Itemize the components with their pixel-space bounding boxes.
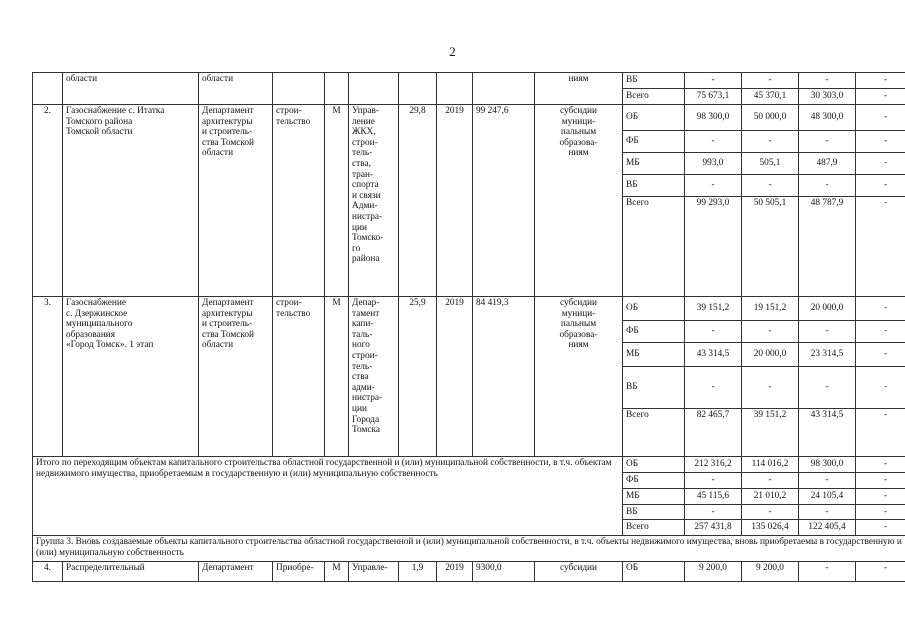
cell-cost: 99 247,6 xyxy=(473,105,535,297)
cell-value: - xyxy=(856,175,905,197)
cell-value: 114 016,2 xyxy=(742,457,799,473)
cell-value: - xyxy=(742,367,799,409)
cell-value: - xyxy=(799,321,856,343)
cell-source: МБ xyxy=(623,153,685,175)
cell-num xyxy=(33,73,63,105)
cell-value: - xyxy=(856,343,905,367)
cell-source: Всего xyxy=(623,520,685,536)
cell-value: 98 300,0 xyxy=(685,105,742,131)
table-row xyxy=(33,457,905,473)
cell-value: - xyxy=(856,473,905,489)
cell-value: 39 151,2 xyxy=(685,297,742,321)
cell-source: Всего xyxy=(623,409,685,457)
cell-name: Распределительный xyxy=(63,562,199,582)
cell-value: - xyxy=(742,131,799,153)
cell-value: - xyxy=(856,105,905,131)
cell-year: 2019 xyxy=(437,297,473,457)
cell-value: - xyxy=(799,131,856,153)
cell-value: - xyxy=(799,473,856,489)
table-row xyxy=(33,562,905,582)
cell-cost xyxy=(473,73,535,105)
cell-cost: 84 419,3 xyxy=(473,297,535,457)
cell-name: области xyxy=(63,73,199,105)
cell-value: - xyxy=(742,175,799,197)
cell-capacity: 1,9 xyxy=(399,562,437,582)
cell-value: 45 115,6 xyxy=(685,489,742,505)
table-row xyxy=(33,73,905,89)
cell-source: МБ xyxy=(623,343,685,367)
cell-m: М xyxy=(325,297,349,457)
cell-form: субсидии муници- пальным образова- ниям xyxy=(535,105,623,297)
cell-capacity xyxy=(399,73,437,105)
cell-value: 993,0 xyxy=(685,153,742,175)
cell-source: ОБ xyxy=(623,562,685,582)
cell-value: - xyxy=(856,321,905,343)
cell-year: 2019 xyxy=(437,105,473,297)
cell-executor: Управ- ление ЖКХ, строи- тель- ства, тран- спорта и связи Адми- нистра- ции Томско- го района xyxy=(349,105,399,297)
cell-value: 39 151,2 xyxy=(742,409,799,457)
cell-value: - xyxy=(685,321,742,343)
cell-value: - xyxy=(742,73,799,89)
cell-value: 9 200,0 xyxy=(685,562,742,582)
cell-kind: Приобре- xyxy=(273,562,325,582)
cell-value: 43 314,5 xyxy=(799,409,856,457)
table-row xyxy=(33,105,905,131)
cell-value: - xyxy=(799,367,856,409)
cell-capacity: 29,8 xyxy=(399,105,437,297)
cell-value: 257 431,8 xyxy=(685,520,742,536)
cell-num: 3. xyxy=(33,297,63,457)
page-number: 2 xyxy=(449,44,456,59)
cell-value: 75 673,1 xyxy=(685,89,742,105)
cell-value: 505,1 xyxy=(742,153,799,175)
cell-value: - xyxy=(799,175,856,197)
cell-value: 24 105,4 xyxy=(799,489,856,505)
cell-value: - xyxy=(685,73,742,89)
table-row xyxy=(33,536,905,562)
cell-value: - xyxy=(742,473,799,489)
cell-value: - xyxy=(856,489,905,505)
cell-value: - xyxy=(856,131,905,153)
cell-value: - xyxy=(799,505,856,520)
cell-source: Всего xyxy=(623,89,685,105)
cell-source: ВБ xyxy=(623,175,685,197)
cell-value: 82 465,7 xyxy=(685,409,742,457)
cell-kind: строи- тельство xyxy=(273,105,325,297)
program-table xyxy=(32,72,905,582)
cell-value: - xyxy=(856,197,905,297)
table-row xyxy=(33,297,905,321)
cell-value: 9 200,0 xyxy=(742,562,799,582)
cell-source: Всего xyxy=(623,197,685,297)
cell-value: - xyxy=(856,562,905,582)
cell-value: 30 303,0 xyxy=(799,89,856,105)
group-heading: Группа 3. Вновь создаваемые объекты капитального строительства областной государственной и (или) муниципальной собственности, в т.ч. объекты недвижимого имущества, вновь приобретаемы в государственную и (или) муниципальную собственность xyxy=(33,536,905,562)
cell-value: - xyxy=(742,505,799,520)
cell-value: - xyxy=(799,562,856,582)
cell-value: - xyxy=(856,457,905,473)
cell-form: субсидии xyxy=(535,562,623,582)
cell-value: 43 314,5 xyxy=(685,343,742,367)
cell-value: 212 316,2 xyxy=(685,457,742,473)
cell-value: - xyxy=(685,175,742,197)
cell-m: М xyxy=(325,105,349,297)
cell-kind: строи- тельство xyxy=(273,297,325,457)
cell-value: - xyxy=(856,297,905,321)
cell-value: 50 505,1 xyxy=(742,197,799,297)
cell-kind xyxy=(273,73,325,105)
cell-capacity: 25,9 xyxy=(399,297,437,457)
cell-num: 2. xyxy=(33,105,63,297)
cell-value: 487,9 xyxy=(799,153,856,175)
cell-source: ВБ xyxy=(623,73,685,89)
cell-executor xyxy=(349,73,399,105)
cell-source: ОБ xyxy=(623,297,685,321)
cell-source: МБ xyxy=(623,489,685,505)
cell-value: 50 000,0 xyxy=(742,105,799,131)
cell-value: 20 000,0 xyxy=(742,343,799,367)
cell-source: ВБ xyxy=(623,505,685,520)
cell-name: Газоснабжение с. Дзержинское муниципального образования «Город Томск». 1 этап xyxy=(63,297,199,457)
cell-value: - xyxy=(856,520,905,536)
cell-year: 2019 xyxy=(437,562,473,582)
cell-value: - xyxy=(685,505,742,520)
cell-customer: Департамент архитектуры и строитель- ства Томской области xyxy=(199,105,273,297)
cell-value: - xyxy=(799,73,856,89)
cell-value: - xyxy=(856,505,905,520)
cell-source: ОБ xyxy=(623,105,685,131)
cell-value: 48 300,0 xyxy=(799,105,856,131)
cell-source: ФБ xyxy=(623,473,685,489)
cell-executor: Управле- xyxy=(349,562,399,582)
cell-source: ОБ xyxy=(623,457,685,473)
cell-value: 135 026,4 xyxy=(742,520,799,536)
cell-value: 98 300,0 xyxy=(799,457,856,473)
cell-value: - xyxy=(856,153,905,175)
cell-value: 48 787,9 xyxy=(799,197,856,297)
cell-m: М xyxy=(325,562,349,582)
cell-value: 19 151,2 xyxy=(742,297,799,321)
cell-value: - xyxy=(856,409,905,457)
cell-value: - xyxy=(685,367,742,409)
cell-value: - xyxy=(856,89,905,105)
cell-value: 122 405,4 xyxy=(799,520,856,536)
cell-value: - xyxy=(685,131,742,153)
cell-value: 23 314,5 xyxy=(799,343,856,367)
cell-form: ниям xyxy=(535,73,623,105)
cell-value: - xyxy=(685,473,742,489)
cell-source: ФБ xyxy=(623,321,685,343)
cell-customer: области xyxy=(199,73,273,105)
cell-value: 99 293,0 xyxy=(685,197,742,297)
cell-value: 45 370,1 xyxy=(742,89,799,105)
cell-value: - xyxy=(742,321,799,343)
cell-value: 20 000,0 xyxy=(799,297,856,321)
cell-value: - xyxy=(856,367,905,409)
cell-source: ВБ xyxy=(623,367,685,409)
cell-num: 4. xyxy=(33,562,63,582)
cell-name: Газоснабжение с. Итатка Томского района Томской области xyxy=(63,105,199,297)
cell-executor: Депар- тамент капи- таль- ного строи- тель- ства адми- нистра- ции Города Томска xyxy=(349,297,399,457)
cell-value: - xyxy=(856,73,905,89)
cell-customer: Департамент архитектуры и строитель- ства Томской области xyxy=(199,297,273,457)
cell-year xyxy=(437,73,473,105)
cell-source: ФБ xyxy=(623,131,685,153)
total-caption: Итого по переходящим объектам капитального строительства областной государственной и (или) муниципальной собственности, в т.ч. объектам недвижимого имущества, приобретаемым в государственную и (или) муниципальную собственность xyxy=(33,457,623,536)
cell-value: 21 010,2 xyxy=(742,489,799,505)
cell-cost: 9300,0 xyxy=(473,562,535,582)
cell-customer: Департамент xyxy=(199,562,273,582)
cell-form: субсидии муници- пальным образова- ниям xyxy=(535,297,623,457)
cell-m xyxy=(325,73,349,105)
